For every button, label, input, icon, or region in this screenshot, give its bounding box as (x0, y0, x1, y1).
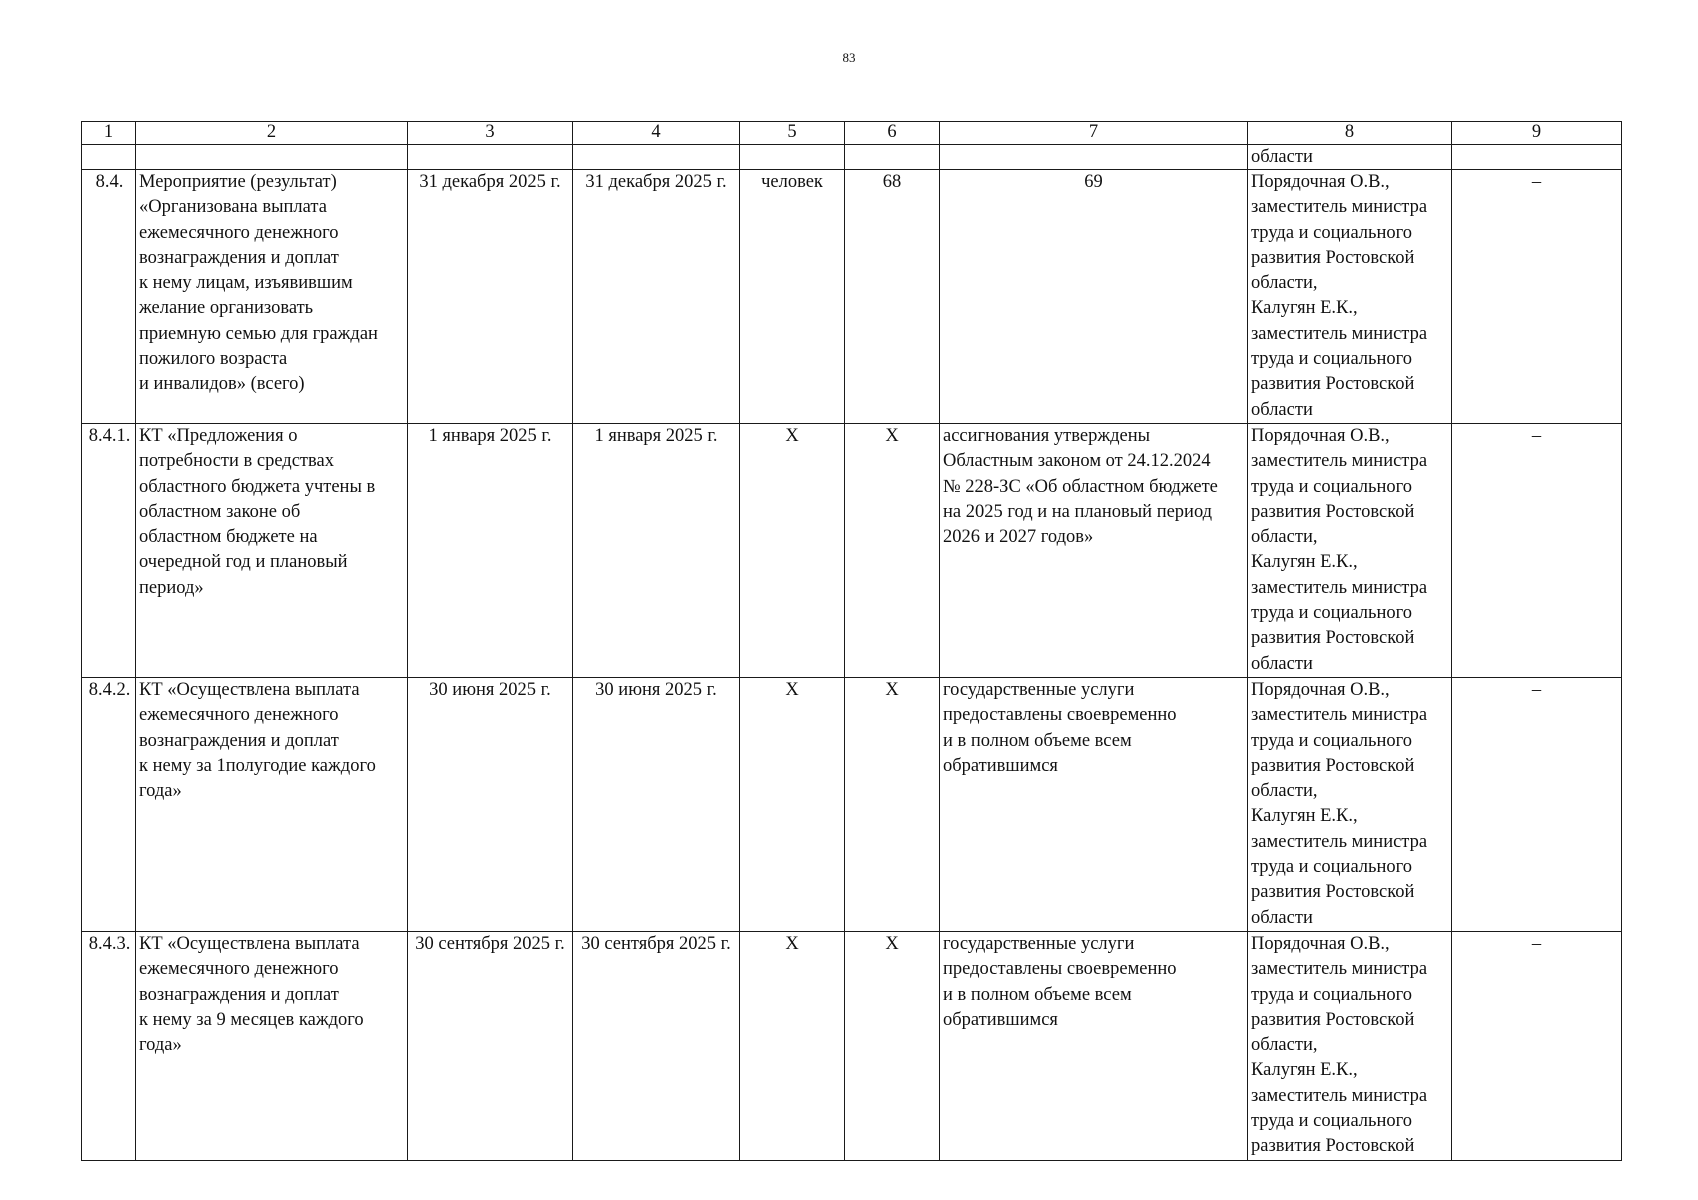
plan-table (81, 121, 1622, 1161)
event-name: КТ «Осуществлена выплата ежемесячного денежного вознаграждения и доплат к нему за 9 месяцев каждого года» (136, 932, 408, 1161)
cont-empty-cell (940, 145, 1248, 170)
header-col-9: 9 (1452, 122, 1622, 145)
row-number: 8.4.3. (82, 932, 136, 1161)
base-value-cell: 68 (845, 170, 940, 424)
header-col-4: 4 (573, 122, 740, 145)
cont-empty-cell (408, 145, 573, 170)
unit-cell: Х (740, 424, 845, 678)
row-number: 8.4.2. (82, 678, 136, 932)
cont-empty-cell (740, 145, 845, 170)
result-cell: государственные услуги предоставлены своевременно и в полном объеме всем обратившимся (940, 932, 1248, 1161)
result-cell: 69 (940, 170, 1248, 424)
table-row (82, 170, 1622, 424)
base-value-cell: Х (845, 932, 940, 1161)
result-cell: государственные услуги предоставлены своевременно и в полном объеме всем обратившимся (940, 678, 1248, 932)
header-col-5: 5 (740, 122, 845, 145)
cont-empty-cell (573, 145, 740, 170)
page-number: 83 (842, 50, 856, 65)
responsible-cell: Порядочная О.В., заместитель министра труда и социального развития Ростовской области, Калугян Е.К., заместитель министра труда и социального развития Ростовской (1248, 932, 1452, 1161)
header-col-1: 1 (82, 122, 136, 145)
column-number-header (82, 122, 1622, 145)
base-value-cell: Х (845, 678, 940, 932)
start-date: 30 сентября 2025 г. (408, 932, 573, 1161)
header-col-7: 7 (940, 122, 1248, 145)
continuation-row (82, 145, 1622, 170)
note-cell: – (1452, 424, 1622, 678)
header-col-3: 3 (408, 122, 573, 145)
cont-responsible-cell: области (1248, 145, 1452, 170)
cont-empty-cell (82, 145, 136, 170)
header-col-2: 2 (136, 122, 408, 145)
event-name: Мероприятие (результат) «Организована выплата ежемесячного денежного вознаграждения и доплат к нему лицам, изъявившим желание организовать приемную семью для граждан пожилого возраста и инвалидов» (всего) (136, 170, 408, 424)
end-date: 30 июня 2025 г. (573, 678, 740, 932)
row-number: 8.4. (82, 170, 136, 424)
base-value-cell: Х (845, 424, 940, 678)
table-row (82, 424, 1622, 678)
responsible-cell: Порядочная О.В., заместитель министра труда и социального развития Ростовской области, Калугян Е.К., заместитель министра труда и социального развития Ростовской области (1248, 424, 1452, 678)
cont-empty-cell (845, 145, 940, 170)
table-row (82, 678, 1622, 932)
event-name: КТ «Предложения о потребности в средствах областного бюджета учтены в областном законе об областном бюджете на очередной год и плановый период» (136, 424, 408, 678)
unit-cell: Х (740, 932, 845, 1161)
start-date: 1 января 2025 г. (408, 424, 573, 678)
header-col-8: 8 (1248, 122, 1452, 145)
unit-cell: человек (740, 170, 845, 424)
end-date: 30 сентября 2025 г. (573, 932, 740, 1161)
start-date: 31 декабря 2025 г. (408, 170, 573, 424)
header-col-6: 6 (845, 122, 940, 145)
responsible-cell: Порядочная О.В., заместитель министра труда и социального развития Ростовской области, Калугян Е.К., заместитель министра труда и социального развития Ростовской области (1248, 170, 1452, 424)
result-cell: ассигнования утверждены Областным законом от 24.12.2024 № 228-ЗС «Об областном бюджете на 2025 год и на плановый период 2026 и 2027 годов» (940, 424, 1248, 678)
note-cell: – (1452, 170, 1622, 424)
row-number: 8.4.1. (82, 424, 136, 678)
table-row (82, 932, 1622, 1161)
note-cell: – (1452, 932, 1622, 1161)
event-name: КТ «Осуществлена выплата ежемесячного денежного вознаграждения и доплат к нему за 1полугодие каждого года» (136, 678, 408, 932)
unit-cell: Х (740, 678, 845, 932)
note-cell: – (1452, 678, 1622, 932)
cont-empty-cell (1452, 145, 1622, 170)
start-date: 30 июня 2025 г. (408, 678, 573, 932)
end-date: 1 января 2025 г. (573, 424, 740, 678)
responsible-cell: Порядочная О.В., заместитель министра труда и социального развития Ростовской области, Калугян Е.К., заместитель министра труда и социального развития Ростовской области (1248, 678, 1452, 932)
cont-empty-cell (136, 145, 408, 170)
end-date: 31 декабря 2025 г. (573, 170, 740, 424)
